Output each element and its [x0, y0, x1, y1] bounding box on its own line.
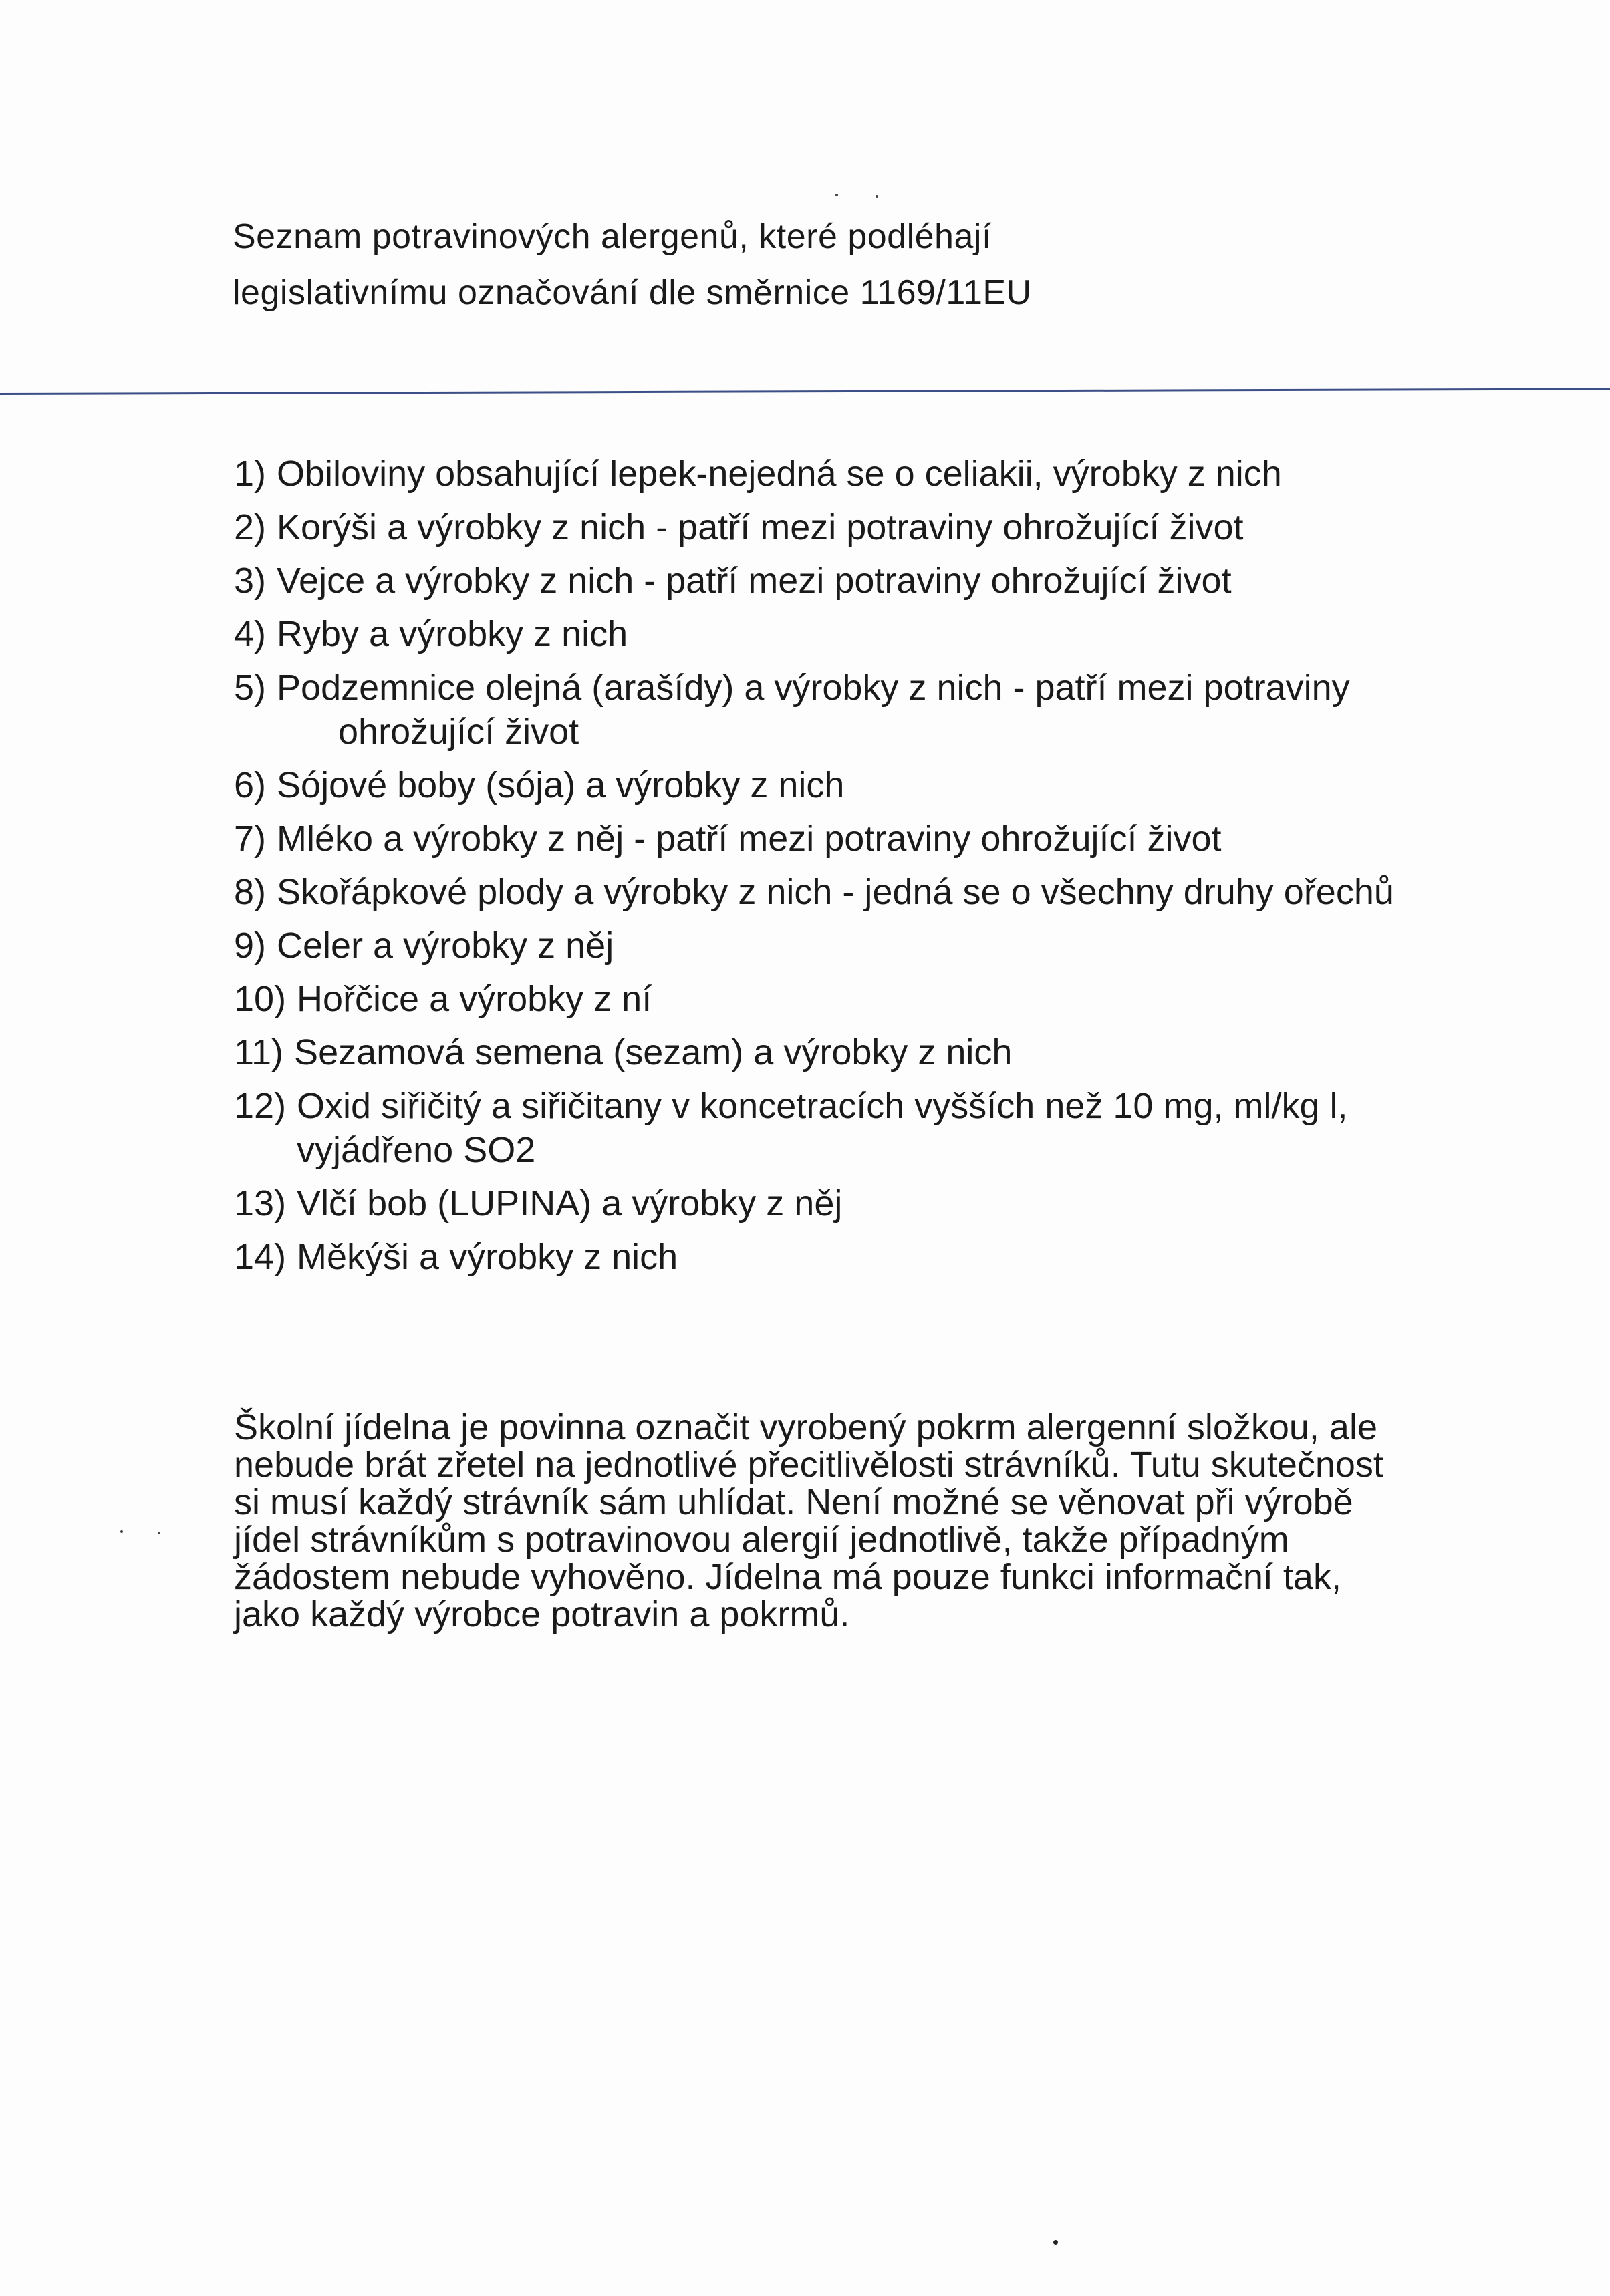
allergen-text: Podzemnice olejná (arašídy) a výrobky z nich - patří mezi potraviny — [277, 668, 1350, 708]
notice-line: nebude brát zřetel na jednotlivé přecitlivělosti strávníků. Tutu skutečnost — [234, 1445, 1383, 1485]
allergen-text: Vejce a výrobky z nich - patří mezi potraviny ohrožující život — [277, 561, 1232, 601]
document-title — [233, 208, 1369, 321]
allergen-item — [234, 1030, 1571, 1074]
allergen-number: 9) — [234, 925, 267, 966]
allergen-item — [234, 763, 1571, 807]
allergen-text-continuation: ohrožující život — [338, 712, 579, 752]
allergen-text: Celer a výrobky z něj — [277, 925, 614, 966]
allergen-number: 5) — [234, 668, 267, 708]
allergen-text: Ryby a výrobky z nich — [277, 614, 628, 654]
notice-line: si musí každý strávník sám uhlídat. Není možné se věnovat při výrobě — [234, 1482, 1353, 1522]
allergen-number: 2) — [234, 507, 267, 547]
allergen-number: 1) — [234, 454, 267, 494]
allergen-item — [234, 559, 1571, 603]
allergen-item — [234, 612, 1571, 656]
allergen-text: Sójové boby (sója) a výrobky z nich — [277, 765, 845, 805]
allergen-number: 7) — [234, 819, 267, 859]
allergen-number: 12) — [234, 1086, 287, 1126]
allergen-item — [234, 923, 1571, 968]
scan-speck — [158, 1532, 160, 1534]
allergen-number: 8) — [234, 872, 267, 912]
notice-line: jako každý výrobce potravin a pokrmů. — [234, 1594, 850, 1634]
allergen-text: Korýši a výrobky z nich - patří mezi potraviny ohrožující život — [277, 507, 1244, 547]
allergen-list — [234, 452, 1571, 1288]
notice-line: žádostem nebude vyhověno. Jídelna má pouze funkci informační tak, — [234, 1557, 1341, 1597]
allergen-item — [234, 505, 1571, 549]
allergen-text: Vlčí bob (LUPINA) a výrobky z něj — [297, 1183, 843, 1224]
scan-speck — [1053, 2240, 1058, 2245]
allergen-item — [234, 452, 1571, 496]
allergen-number: 6) — [234, 765, 267, 805]
allergen-number: 14) — [234, 1237, 287, 1277]
allergen-text-block — [277, 666, 1350, 754]
notice-line: jídel strávníkům s potravinovou alergií jednotlivě, takže případným — [234, 1520, 1289, 1560]
horizontal-divider — [0, 388, 1610, 395]
notice-line: Školní jídelna je povinna označit vyrobený pokrm alergenní složkou, ale — [234, 1407, 1377, 1447]
allergen-text: Sezamová semena (sezam) a výrobky z nich — [294, 1032, 1013, 1072]
allergen-text-continuation: vyjádřeno SO2 — [297, 1130, 536, 1170]
allergen-number: 11) — [234, 1032, 284, 1072]
allergen-number: 13) — [234, 1183, 287, 1224]
scan-speck — [835, 194, 838, 196]
scan-speck — [876, 195, 878, 198]
allergen-item — [234, 1084, 1571, 1172]
allergen-number: 3) — [234, 561, 267, 601]
allergen-item — [234, 666, 1571, 754]
allergen-text: Skořápkové plody a výrobky z nich - jedná se o všechny druhy ořechů — [277, 872, 1394, 912]
allergen-item — [234, 1181, 1571, 1226]
allergen-text: Obiloviny obsahující lepek-nejedná se o celiakii, výrobky z nich — [277, 454, 1282, 494]
allergen-text-block — [297, 1084, 1347, 1172]
notice-paragraph — [234, 1409, 1571, 1633]
allergen-text: Mléko a výrobky z něj - patří mezi potraviny ohrožující život — [277, 819, 1222, 859]
title-line-2: legislativnímu označování dle směrnice 1169/11EU — [233, 273, 1032, 312]
title-line-1: Seznam potravinových alergenů, které podléhají — [233, 217, 992, 256]
allergen-item — [234, 977, 1571, 1021]
allergen-item — [234, 870, 1571, 914]
allergen-text: Oxid siřičitý a siřičitany v koncetracích vyšších než 10 mg, ml/kg l, — [297, 1086, 1348, 1126]
allergen-item — [234, 1235, 1571, 1279]
allergen-number: 4) — [234, 614, 267, 654]
allergen-item — [234, 817, 1571, 861]
allergen-text: Hořčice a výrobky z ní — [297, 979, 652, 1019]
scan-speck — [120, 1530, 123, 1533]
allergen-number: 10) — [234, 979, 287, 1019]
allergen-text: Měkýši a výrobky z nich — [297, 1237, 678, 1277]
